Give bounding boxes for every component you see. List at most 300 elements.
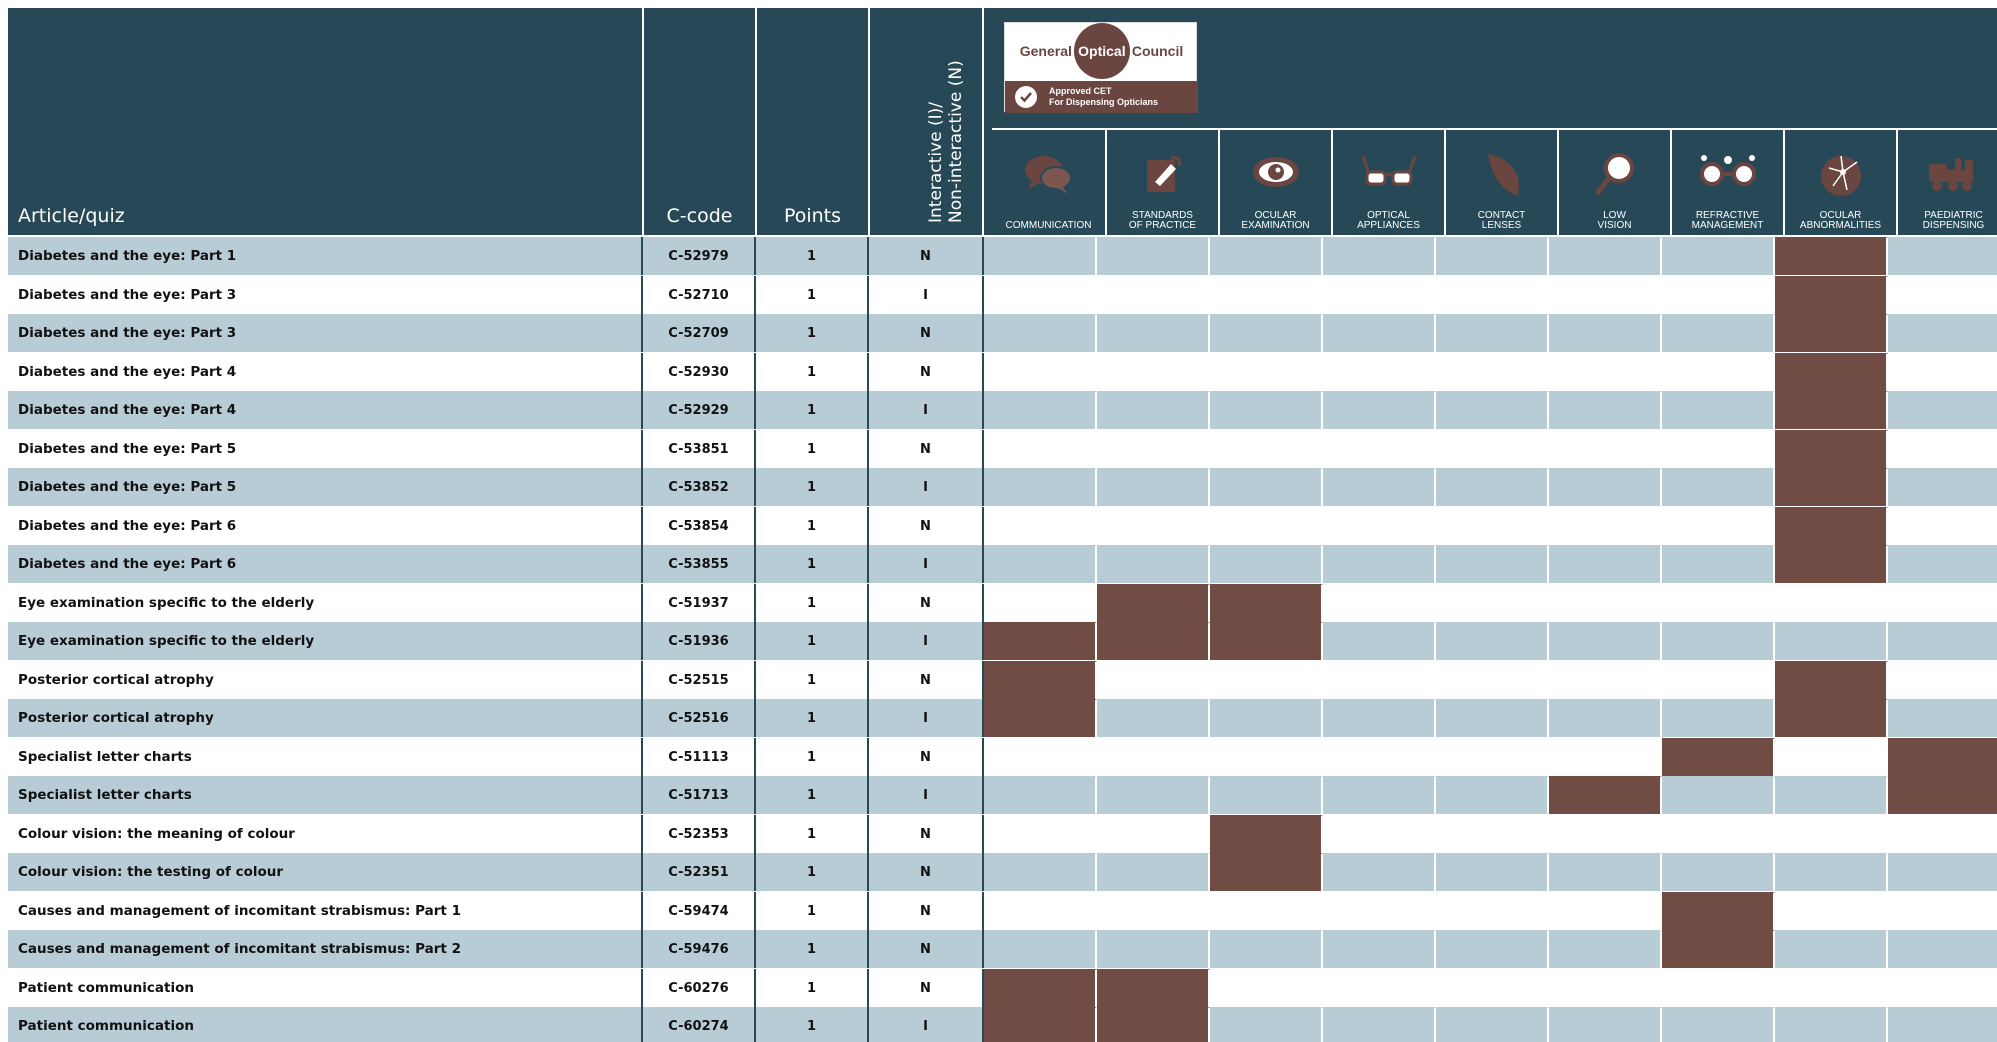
ccode-value: C-52929 — [643, 391, 756, 429]
type-value: I — [869, 276, 984, 314]
type-value: I — [869, 468, 984, 506]
category-cell — [1210, 430, 1323, 468]
type-value: I — [869, 776, 984, 814]
table-row — [8, 853, 1997, 891]
category-cell — [1436, 892, 1549, 930]
category-marker — [1775, 507, 1888, 545]
ccode-header-label: C-code — [666, 205, 733, 227]
category-label: OCULAR ABNORMALITIES — [1799, 210, 1882, 231]
category-cell — [1662, 1007, 1775, 1042]
table-row — [8, 584, 1997, 622]
article-title: Colour vision: the meaning of colour — [8, 815, 643, 853]
category-label: OPTICAL APPLIANCES — [1357, 210, 1420, 231]
category-cell — [984, 930, 1097, 968]
article-title: Diabetes and the eye: Part 3 — [8, 314, 643, 352]
ccode-value: C-53854 — [643, 507, 756, 545]
category-cell — [1888, 430, 1997, 468]
table-row — [8, 430, 1997, 468]
category-cell — [1888, 237, 1997, 275]
category-cell — [1436, 930, 1549, 968]
type-value: N — [869, 314, 984, 352]
type-value: N — [869, 969, 984, 1007]
points-value: 1 — [756, 468, 869, 506]
category-cell — [1888, 391, 1997, 429]
trial-frame-icon — [1672, 152, 1783, 198]
ccode-value: C-51936 — [643, 622, 756, 660]
category-cell — [1210, 468, 1323, 506]
category-cell — [1210, 276, 1323, 314]
category-cell — [1549, 276, 1662, 314]
category-label: REFRACTIVE MANAGEMENT — [1691, 210, 1764, 231]
category-header-contact-lenses — [1444, 130, 1557, 237]
category-cell — [1662, 276, 1775, 314]
category-cell — [1323, 699, 1436, 737]
table-row — [8, 930, 1997, 968]
type-header-label: Interactive (I)/ Non-interactive (N) — [926, 60, 966, 223]
table-row — [8, 237, 1997, 275]
article-title: Specialist letter charts — [8, 738, 643, 776]
category-cell — [1549, 930, 1662, 968]
category-marker — [984, 622, 1097, 660]
category-cell — [1323, 507, 1436, 545]
category-cell — [1323, 430, 1436, 468]
category-cell — [1323, 314, 1436, 352]
category-marker — [1549, 776, 1662, 814]
category-cell — [984, 391, 1097, 429]
category-cell — [1775, 853, 1888, 891]
ccode-value: C-60274 — [643, 1007, 756, 1042]
category-cell — [1323, 276, 1436, 314]
category-cell — [1097, 815, 1210, 853]
table-row — [8, 468, 1997, 506]
article-title: Colour vision: the testing of colour — [8, 853, 643, 891]
points-value: 1 — [756, 815, 869, 853]
table-row — [8, 353, 1997, 391]
contact-lens-icon — [1446, 152, 1557, 198]
category-cell — [1888, 892, 1997, 930]
article-column-header — [8, 8, 644, 235]
ccode-value: C-51713 — [643, 776, 756, 814]
ccode-value: C-53852 — [643, 468, 756, 506]
category-cell — [1549, 622, 1662, 660]
category-marker — [1775, 545, 1888, 583]
type-value: I — [869, 1007, 984, 1042]
category-cell — [984, 545, 1097, 583]
ccode-value: C-52979 — [643, 237, 756, 275]
article-title: Patient communication — [8, 1007, 643, 1042]
points-value: 1 — [756, 776, 869, 814]
table-row — [8, 699, 1997, 737]
points-header-label: Points — [783, 205, 842, 227]
type-value: N — [869, 853, 984, 891]
category-marker — [1210, 584, 1323, 622]
category-cell — [1436, 430, 1549, 468]
category-header-low-vision — [1557, 130, 1670, 237]
category-header-standards-of-practice — [1105, 130, 1218, 237]
category-cell — [1436, 353, 1549, 391]
category-marker — [1775, 353, 1888, 391]
category-cell — [1662, 353, 1775, 391]
category-cell — [1549, 545, 1662, 583]
category-cell — [1888, 853, 1997, 891]
category-cell — [1888, 622, 1997, 660]
category-cell — [1210, 391, 1323, 429]
category-cell — [1662, 776, 1775, 814]
category-header-paediatric-dispensing — [1896, 130, 1997, 237]
type-value: N — [869, 930, 984, 968]
category-cell — [1323, 584, 1436, 622]
ccode-value: C-51113 — [643, 738, 756, 776]
category-label: OCULAR EXAMINATION — [1241, 210, 1310, 231]
category-cell — [1549, 584, 1662, 622]
category-cell — [1210, 930, 1323, 968]
category-cell — [1097, 776, 1210, 814]
article-title: Diabetes and the eye: Part 5 — [8, 468, 643, 506]
category-cell — [1436, 584, 1549, 622]
table-row — [8, 892, 1997, 930]
type-value: N — [869, 430, 984, 468]
category-marker — [984, 969, 1097, 1007]
category-marker — [1775, 699, 1888, 737]
points-value: 1 — [756, 507, 869, 545]
category-cell — [1662, 468, 1775, 506]
table-row — [8, 738, 1997, 776]
category-cell — [1436, 276, 1549, 314]
points-value: 1 — [756, 661, 869, 699]
category-cell — [1436, 661, 1549, 699]
category-header-ocular-examination — [1218, 130, 1331, 237]
article-title: Diabetes and the eye: Part 5 — [8, 430, 643, 468]
article-title: Diabetes and the eye: Part 6 — [8, 507, 643, 545]
category-cell — [1323, 661, 1436, 699]
category-cell — [1097, 738, 1210, 776]
category-cell — [1323, 545, 1436, 583]
points-value: 1 — [756, 853, 869, 891]
category-cell — [1549, 699, 1662, 737]
category-cell — [1097, 892, 1210, 930]
article-title: Specialist letter charts — [8, 776, 643, 814]
category-cell — [1662, 661, 1775, 699]
article-title: Causes and management of incomitant strabismus: Part 1 — [8, 892, 643, 930]
category-cell — [1888, 1007, 1997, 1042]
category-cell — [984, 353, 1097, 391]
category-cell — [1323, 853, 1436, 891]
category-marker — [1097, 584, 1210, 622]
category-cell — [1323, 391, 1436, 429]
category-marker — [1210, 815, 1323, 853]
category-cell — [1436, 237, 1549, 275]
category-cell — [1662, 969, 1775, 1007]
ccode-column-header — [644, 8, 757, 235]
article-title: Diabetes and the eye: Part 4 — [8, 391, 643, 429]
category-cell — [1549, 237, 1662, 275]
category-cell — [1662, 314, 1775, 352]
category-cell — [1210, 738, 1323, 776]
category-cell — [1775, 622, 1888, 660]
table-row — [8, 1007, 1997, 1042]
table-row — [8, 314, 1997, 352]
category-marker — [1775, 276, 1888, 314]
category-cell — [1097, 507, 1210, 545]
category-cell — [1097, 661, 1210, 699]
category-cell — [1549, 969, 1662, 1007]
table-row — [8, 776, 1997, 814]
category-cell — [1662, 237, 1775, 275]
category-header-ocular-abnormalities — [1783, 130, 1896, 237]
category-cell — [1323, 815, 1436, 853]
category-cell — [1662, 815, 1775, 853]
category-marker — [1775, 430, 1888, 468]
type-column-header — [870, 8, 984, 235]
category-cell — [1775, 738, 1888, 776]
points-value: 1 — [756, 353, 869, 391]
points-value: 1 — [756, 237, 869, 275]
points-value: 1 — [756, 892, 869, 930]
article-title: Posterior cortical atrophy — [8, 699, 643, 737]
category-cell — [1323, 622, 1436, 660]
category-cell — [1436, 699, 1549, 737]
document-pen-icon — [1107, 152, 1218, 198]
category-cell — [1549, 661, 1662, 699]
category-cell — [1436, 1007, 1549, 1042]
type-value: I — [869, 622, 984, 660]
category-cell — [1775, 584, 1888, 622]
category-cell — [1436, 969, 1549, 1007]
category-label: STANDARDS OF PRACTICE — [1128, 210, 1197, 231]
category-marker — [984, 661, 1097, 699]
category-marker — [1775, 661, 1888, 699]
table-row — [8, 507, 1997, 545]
speech-bubbles-icon — [992, 152, 1105, 198]
article-title: Diabetes and the eye: Part 4 — [8, 353, 643, 391]
category-cell — [1097, 391, 1210, 429]
category-cell — [1097, 353, 1210, 391]
category-cell — [1549, 507, 1662, 545]
ccode-value: C-52515 — [643, 661, 756, 699]
category-cell — [1888, 276, 1997, 314]
category-cell — [984, 314, 1097, 352]
category-marker — [1775, 314, 1888, 352]
damaged-eye-icon — [1785, 152, 1896, 198]
category-cell — [1210, 699, 1323, 737]
category-label: CONTACT LENSES — [1477, 210, 1526, 231]
type-value: N — [869, 584, 984, 622]
points-value: 1 — [756, 699, 869, 737]
points-value: 1 — [756, 930, 869, 968]
category-marker — [1210, 853, 1323, 891]
magnifier-icon — [1559, 152, 1670, 198]
article-title: Patient communication — [8, 969, 643, 1007]
category-cell — [1323, 776, 1436, 814]
category-cell — [1888, 969, 1997, 1007]
category-cell — [1775, 892, 1888, 930]
category-marker — [984, 699, 1097, 737]
article-title: Diabetes and the eye: Part 3 — [8, 276, 643, 314]
category-cell — [1436, 545, 1549, 583]
table-row — [8, 815, 1997, 853]
points-value: 1 — [756, 969, 869, 1007]
category-label: COMMUNICATION — [1005, 220, 1092, 231]
category-cell — [1549, 314, 1662, 352]
goc-logo: General Optical Council Approved CET For Dispensing Opticians — [1004, 22, 1197, 112]
category-cell — [1888, 314, 1997, 352]
category-cell — [1662, 584, 1775, 622]
ccode-value: C-53855 — [643, 545, 756, 583]
table-row — [8, 969, 1997, 1007]
category-marker — [1775, 391, 1888, 429]
table-row — [8, 545, 1997, 583]
category-marker — [1775, 237, 1888, 275]
points-value: 1 — [756, 738, 869, 776]
eye-icon — [1220, 152, 1331, 198]
category-cell — [1436, 776, 1549, 814]
category-cell — [1436, 468, 1549, 506]
category-cell — [1323, 930, 1436, 968]
category-cell — [1888, 699, 1997, 737]
category-marker — [1662, 930, 1775, 968]
category-cell — [1662, 853, 1775, 891]
category-cell — [1662, 622, 1775, 660]
table-row — [8, 661, 1997, 699]
category-cell — [1662, 545, 1775, 583]
category-cell — [1549, 1007, 1662, 1042]
category-cell — [1549, 430, 1662, 468]
category-cell — [1662, 430, 1775, 468]
category-cell — [1210, 545, 1323, 583]
article-title: Diabetes and the eye: Part 1 — [8, 237, 643, 275]
category-cell — [1775, 930, 1888, 968]
points-value: 1 — [756, 391, 869, 429]
type-value: N — [869, 353, 984, 391]
category-cell — [1097, 468, 1210, 506]
ccode-value: C-52351 — [643, 853, 756, 891]
ccode-value: C-51937 — [643, 584, 756, 622]
category-cell — [1436, 314, 1549, 352]
ccode-value: C-59474 — [643, 892, 756, 930]
toy-train-icon — [1898, 152, 1997, 198]
article-title: Causes and management of incomitant strabismus: Part 2 — [8, 930, 643, 968]
category-label: LOW VISION — [1597, 210, 1632, 231]
category-cell — [1775, 815, 1888, 853]
points-column-header — [757, 8, 870, 235]
category-cell — [1097, 237, 1210, 275]
category-cell — [1097, 430, 1210, 468]
table-row — [8, 622, 1997, 660]
category-label: PAEDIATRIC DISPENSING — [1922, 210, 1985, 231]
category-cell — [1549, 815, 1662, 853]
category-cell — [1210, 776, 1323, 814]
article-title: Diabetes and the eye: Part 6 — [8, 545, 643, 583]
table-row — [8, 391, 1997, 429]
category-cell — [1549, 738, 1662, 776]
category-cell — [984, 776, 1097, 814]
category-cell — [1436, 622, 1549, 660]
category-cell — [1210, 661, 1323, 699]
category-cell — [984, 468, 1097, 506]
category-cell — [1436, 391, 1549, 429]
category-cell — [1097, 314, 1210, 352]
category-cell — [1323, 468, 1436, 506]
article-title: Posterior cortical atrophy — [8, 661, 643, 699]
category-cell — [1210, 969, 1323, 1007]
category-cell — [984, 584, 1097, 622]
ccode-value: C-53851 — [643, 430, 756, 468]
points-value: 1 — [756, 430, 869, 468]
category-cell — [984, 738, 1097, 776]
ccode-value: C-52709 — [643, 314, 756, 352]
category-cell — [1097, 699, 1210, 737]
category-cell — [1549, 892, 1662, 930]
category-cell — [1775, 969, 1888, 1007]
glasses-icon — [1333, 152, 1444, 198]
category-cell — [1323, 892, 1436, 930]
category-cell — [1888, 468, 1997, 506]
logo-area — [992, 8, 1997, 128]
category-cell — [1549, 853, 1662, 891]
category-marker — [1888, 738, 1997, 776]
category-marker — [1662, 892, 1775, 930]
category-marker — [1097, 1007, 1210, 1042]
category-cell — [1097, 853, 1210, 891]
category-cell — [1436, 507, 1549, 545]
category-cell — [1097, 545, 1210, 583]
category-cell — [1775, 1007, 1888, 1042]
category-header-refractive-management — [1670, 130, 1783, 237]
category-cell — [1210, 314, 1323, 352]
type-value: N — [869, 892, 984, 930]
points-value: 1 — [756, 314, 869, 352]
category-cell — [1210, 237, 1323, 275]
category-cell — [984, 430, 1097, 468]
category-cell — [1662, 391, 1775, 429]
ccode-value: C-60276 — [643, 969, 756, 1007]
type-value: I — [869, 545, 984, 583]
category-cell — [1888, 815, 1997, 853]
category-cell — [1323, 353, 1436, 391]
category-cell — [1549, 468, 1662, 506]
category-marker — [1775, 468, 1888, 506]
category-cell — [1097, 930, 1210, 968]
points-value: 1 — [756, 584, 869, 622]
check-icon — [1015, 86, 1037, 108]
type-value: N — [869, 738, 984, 776]
category-cell — [1888, 545, 1997, 583]
category-marker — [1888, 776, 1997, 814]
category-cell — [1775, 776, 1888, 814]
category-cell — [1436, 853, 1549, 891]
category-cell — [984, 276, 1097, 314]
category-cell — [1549, 353, 1662, 391]
category-cell — [1210, 507, 1323, 545]
category-cell — [1888, 584, 1997, 622]
type-value: N — [869, 237, 984, 275]
category-cell — [1323, 1007, 1436, 1042]
ccode-value: C-59476 — [643, 930, 756, 968]
category-cell — [1549, 391, 1662, 429]
category-cell — [1436, 738, 1549, 776]
category-cell — [1436, 815, 1549, 853]
type-value: I — [869, 699, 984, 737]
category-marker — [1097, 969, 1210, 1007]
category-header-optical-appliances — [1331, 130, 1444, 237]
type-value: I — [869, 391, 984, 429]
category-cell — [984, 853, 1097, 891]
category-cell — [984, 815, 1097, 853]
category-cell — [1662, 507, 1775, 545]
category-cell — [984, 892, 1097, 930]
article-title: Eye examination specific to the elderly — [8, 622, 643, 660]
type-value: N — [869, 507, 984, 545]
